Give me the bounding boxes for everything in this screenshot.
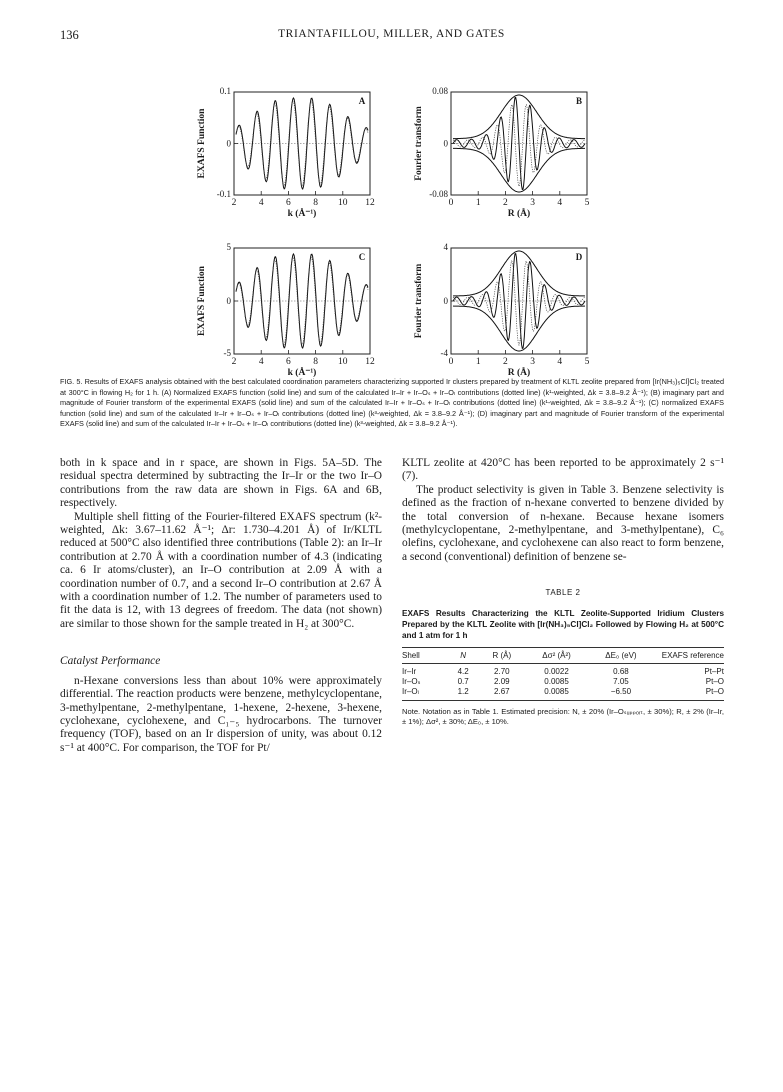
- table-cell: 4.2: [457, 667, 469, 677]
- y-tick-label: 0: [226, 138, 231, 149]
- x-tick-label: 12: [365, 357, 375, 367]
- x-tick-label: 12: [365, 198, 375, 208]
- x-tick-label: 10: [338, 198, 348, 208]
- y-tick-label: -4: [440, 348, 448, 358]
- table-cell: 2.09: [494, 677, 510, 687]
- x-axis-label: R (Å): [507, 368, 531, 378]
- figure-panel-d: [414, 242, 590, 378]
- table-cell: −6.50: [589, 687, 653, 701]
- x-tick-label: 4: [557, 357, 563, 367]
- paragraph: n-Hexane conversions less than about 10% were approximately differential. The reaction products were benzene, methylcyclopentane, 3-methylpentane, 2-methylpentane, 1-hexene, 2-hexene, 3-hexene, cyclohexane, cyclohexene, and C₁₋₅ hydrocarbons. The turnover frequency (TOF), based on an Ir dispersion of unity, was about 0.12 s⁻¹ at 400°C. For comparison, the TOF for Pt/: [60, 674, 382, 754]
- figure-panel-b: [414, 86, 590, 219]
- y-tick-label: 0: [443, 296, 448, 306]
- figure-caption: FIG. 5. Results of EXAFS analysis obtained with the best calculated coordination parameters characterizing supported Ir clusters prepared by treatment of KLTL zeolite prepared from [Ir(NH₃)₅Cl]Cl₂ treated at 300°C in flowing H₂ for 1 h. (A) Normalized EXAFS function (solid line) and sum of the calculated Ir–Ir + Ir–Oₛ + Ir–Oₗ contributions (dotted line) (k¹-weighted, Δk = 3.8–9.2 Å⁻¹); (B) imaginary part and magnitude of Fourier transform of the experimental EXAFS (solid line) and sum of the calculated Ir–Ir + Ir–Oₛ + Ir–Oₗ contributions (dotted line) (k¹-weighted, Δk = 3.8–9.2 Å⁻¹); (C) normalized EXAFS function (solid line) and sum of the calculated Ir–Ir + Ir–Oₛ + Ir–Oₗ contributions (dotted line) (k³-weighted, Δk = 3.8–9.2 Å⁻¹); (D) imaginary part and magnitude of Fourier transform of the experimental EXAFS (solid line) and sum of the calculated Ir–Ir + Ir–Oₛ + Ir–Oₗ contributions (dotted line) (k³-weighted, Δk = 3.8–9.2 Å⁻¹).: [60, 377, 724, 429]
- x-tick-label: 1: [475, 357, 481, 367]
- x-tick-label: 5: [584, 357, 590, 367]
- y-tick-label: -5: [223, 348, 231, 358]
- table-header-shell: Shell: [402, 647, 447, 663]
- x-tick-label: 2: [503, 357, 508, 367]
- table-cell: 7.05: [613, 677, 629, 687]
- x-tick-label: 0: [448, 357, 454, 367]
- paragraph: The product selectivity is given in Table 3. Benzene selectivity is defined as the fraction of n-hexane converted to benzene divided by the total conversion of n-hexane. Because hexane isomers (methylcyclopentane, 2-methylpentane, and 3-methylpentane), C₆ olefins, cyclohexane, and cyclohexene can also react to form benzene, a second (conventional) definition of benzene se-: [402, 483, 724, 563]
- table-cell: 1.2: [447, 687, 479, 701]
- table-cell: 0.0085: [544, 677, 569, 687]
- y-axis-label: Fourier transform: [414, 106, 424, 181]
- page-number: 136: [60, 28, 79, 42]
- panel-letter: C: [358, 252, 366, 262]
- y-axis-label: Fourier transform: [414, 263, 424, 339]
- panel-letter: D: [575, 252, 583, 262]
- table-cell: 0.0022: [544, 667, 569, 677]
- figure-panel-c: [197, 242, 375, 378]
- table-row: [402, 687, 724, 701]
- table-cell: 0.68: [613, 667, 629, 677]
- table-row: [402, 677, 724, 687]
- right-column: [402, 457, 724, 728]
- paragraph: KLTL zeolite at 420°C has been reported to be approximately 2 s⁻¹ (7).: [402, 457, 724, 483]
- table-row: [402, 664, 724, 678]
- y-tick-label: 0.08: [432, 86, 448, 96]
- table-number: TABLE 2: [545, 588, 581, 598]
- y-axis-label: EXAFS Function: [197, 266, 207, 336]
- x-tick-label: 4: [258, 198, 264, 208]
- table-cell: Pt–Pt: [704, 667, 724, 677]
- x-tick-label: 1: [475, 198, 481, 208]
- x-tick-label: 3: [530, 198, 535, 208]
- y-tick-label: 0.1: [219, 86, 231, 96]
- x-tick-label: 4: [557, 198, 563, 208]
- left-column: [60, 457, 382, 755]
- section-heading: Catalyst Performance: [60, 655, 161, 668]
- table-cell: 2.67: [479, 687, 524, 701]
- table-header-sigma: Δσ² (Å²): [524, 647, 588, 663]
- table-cell: Pt–O: [653, 687, 724, 701]
- y-tick-label: 0: [226, 296, 231, 306]
- x-tick-label: 6: [286, 198, 291, 208]
- table-2-grid: [402, 647, 724, 701]
- x-tick-label: 0: [448, 198, 454, 208]
- x-tick-label: 2: [231, 357, 237, 367]
- x-tick-label: 10: [338, 357, 348, 367]
- x-tick-label: 2: [231, 198, 237, 208]
- table-header-e0: ΔE₀ (eV): [589, 647, 653, 663]
- table-2: [402, 586, 724, 728]
- x-tick-label: 8: [313, 357, 318, 367]
- table-header-r: R (Å): [479, 647, 524, 663]
- panel-letter: A: [358, 96, 366, 106]
- y-tick-label: 4: [443, 242, 448, 252]
- table-header-row: [402, 647, 724, 663]
- figure-panel-a: [197, 86, 375, 219]
- table-cell: 0.7: [457, 677, 469, 687]
- running-title: TRIANTAFILLOU, MILLER, AND GATES: [278, 28, 505, 40]
- y-tick-label: -0.1: [216, 189, 231, 199]
- x-axis-label: R (Å): [507, 209, 531, 219]
- x-axis-label: k (Å⁻¹): [287, 368, 317, 378]
- x-axis-label: k (Å⁻¹): [287, 209, 317, 219]
- paragraph: both in k space and in r space, are shown in Figs. 5A–5D. The residual spectra determined by subtracting the Ir–Ir or the two Ir–O contributions from the raw data are shown in Figs. 6A and 6B, respectively.: [60, 457, 382, 510]
- table-cell: Ir–Ir: [402, 667, 417, 677]
- x-tick-label: 4: [258, 357, 264, 367]
- table-cell: 0.0085: [524, 687, 588, 701]
- x-tick-label: 2: [503, 198, 508, 208]
- table-cell: 2.70: [494, 667, 510, 677]
- table-title: EXAFS Results Characterizing the KLTL Zeolite-Supported Iridium Clusters Prepared by the KLTL Zeolite with [Ir(NH₃)₅Cl]Cl₂ Followed by Flowing H₂ at 500°C and 1 atm for 1 h: [402, 608, 724, 640]
- table-cell: Pt–O: [705, 677, 724, 687]
- table-cell: Ir–Oₛ: [402, 677, 421, 687]
- y-tick-label: 5: [226, 242, 231, 252]
- table-header-n: N: [447, 647, 479, 663]
- x-tick-label: 8: [313, 198, 318, 208]
- table-cell: Ir–Oₗ: [402, 687, 447, 701]
- panel-letter: B: [575, 96, 583, 106]
- y-axis-label: EXAFS Function: [197, 108, 207, 179]
- paragraph: Multiple shell fitting of the Fourier-filtered EXAFS spectrum (k²-weighted, Δk: 3.67–11.62 Å⁻¹; Δr: 1.730–4.201 Å) of Ir/KLTL reduced at 500°C also identified three contributions (Table 2): an Ir–Ir contribution at 2.70 Å with a coordination number of 4.3 (indicating ca. 6 Ir atoms/cluster), an Ir–O contribution at 2.09 Å with a coordination number of 0.7, and a second Ir–O contribution at 2.67 Å with a coordination number of 1.2. The number of parameters used to fit the data is 12, with 13 degrees of freedom. The data (not shown) are similar to those shown for the sample treated in H₂ at 300°C.: [60, 510, 382, 630]
- y-tick-label: -0.08: [429, 189, 448, 199]
- x-tick-label: 6: [286, 357, 291, 367]
- table-note: Note. Notation as in Table 1. Estimated precision: N, ± 20% (Ir–Oₛᵤₚₚₒᵣₜ, ± 30%); R, ± 2% (Ir–Ir, ± 1%); Δσ², ± 30%; ΔE₀, ± 10%.: [402, 707, 724, 727]
- y-tick-label: 0: [443, 138, 448, 149]
- x-tick-label: 3: [530, 357, 535, 367]
- x-tick-label: 5: [584, 198, 590, 208]
- table-header-reference: EXAFS reference: [653, 647, 724, 663]
